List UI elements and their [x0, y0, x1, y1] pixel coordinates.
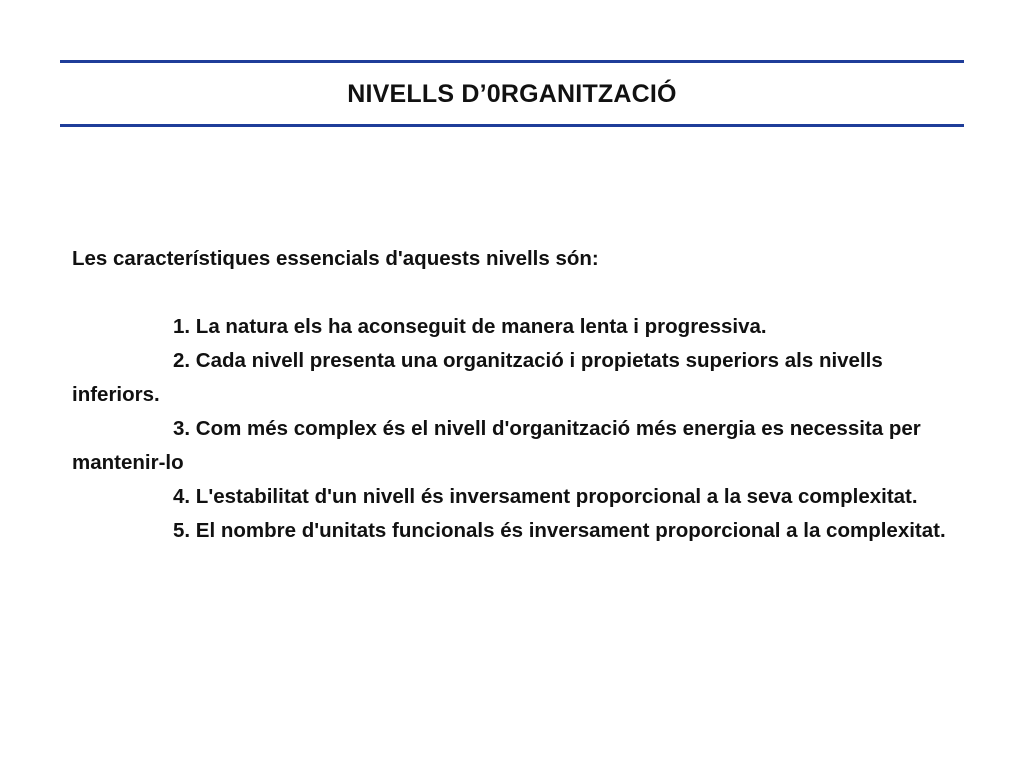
list-item: 1. La natura els ha aconseguit de manera lenta i progressiva.: [173, 315, 767, 338]
slide-title: NIVELLS D’0RGANITZACIÓ: [347, 80, 677, 108]
characteristics-list: [72, 310, 952, 548]
list-item: 3. Com més complex és el nivell d'organització més energia es necessita per mantenir-lo: [72, 417, 921, 474]
slide-body: [72, 242, 952, 548]
intro-text: Les característiques essencials d'aquests nivells són:: [72, 247, 599, 270]
spacer: [72, 276, 952, 310]
title-rule-top: [60, 60, 964, 63]
list-item: 2. Cada nivell presenta una organització i propietats superiors als nivells inferiors.: [72, 349, 883, 406]
list-item: 4. L'estabilitat d'un nivell és inversament proporcional a la seva complexitat.: [173, 485, 918, 508]
list-item: 5. El nombre d'unitats funcionals és inversament proporcional a la complexitat.: [173, 519, 946, 542]
title-rule-bottom: [60, 124, 964, 127]
